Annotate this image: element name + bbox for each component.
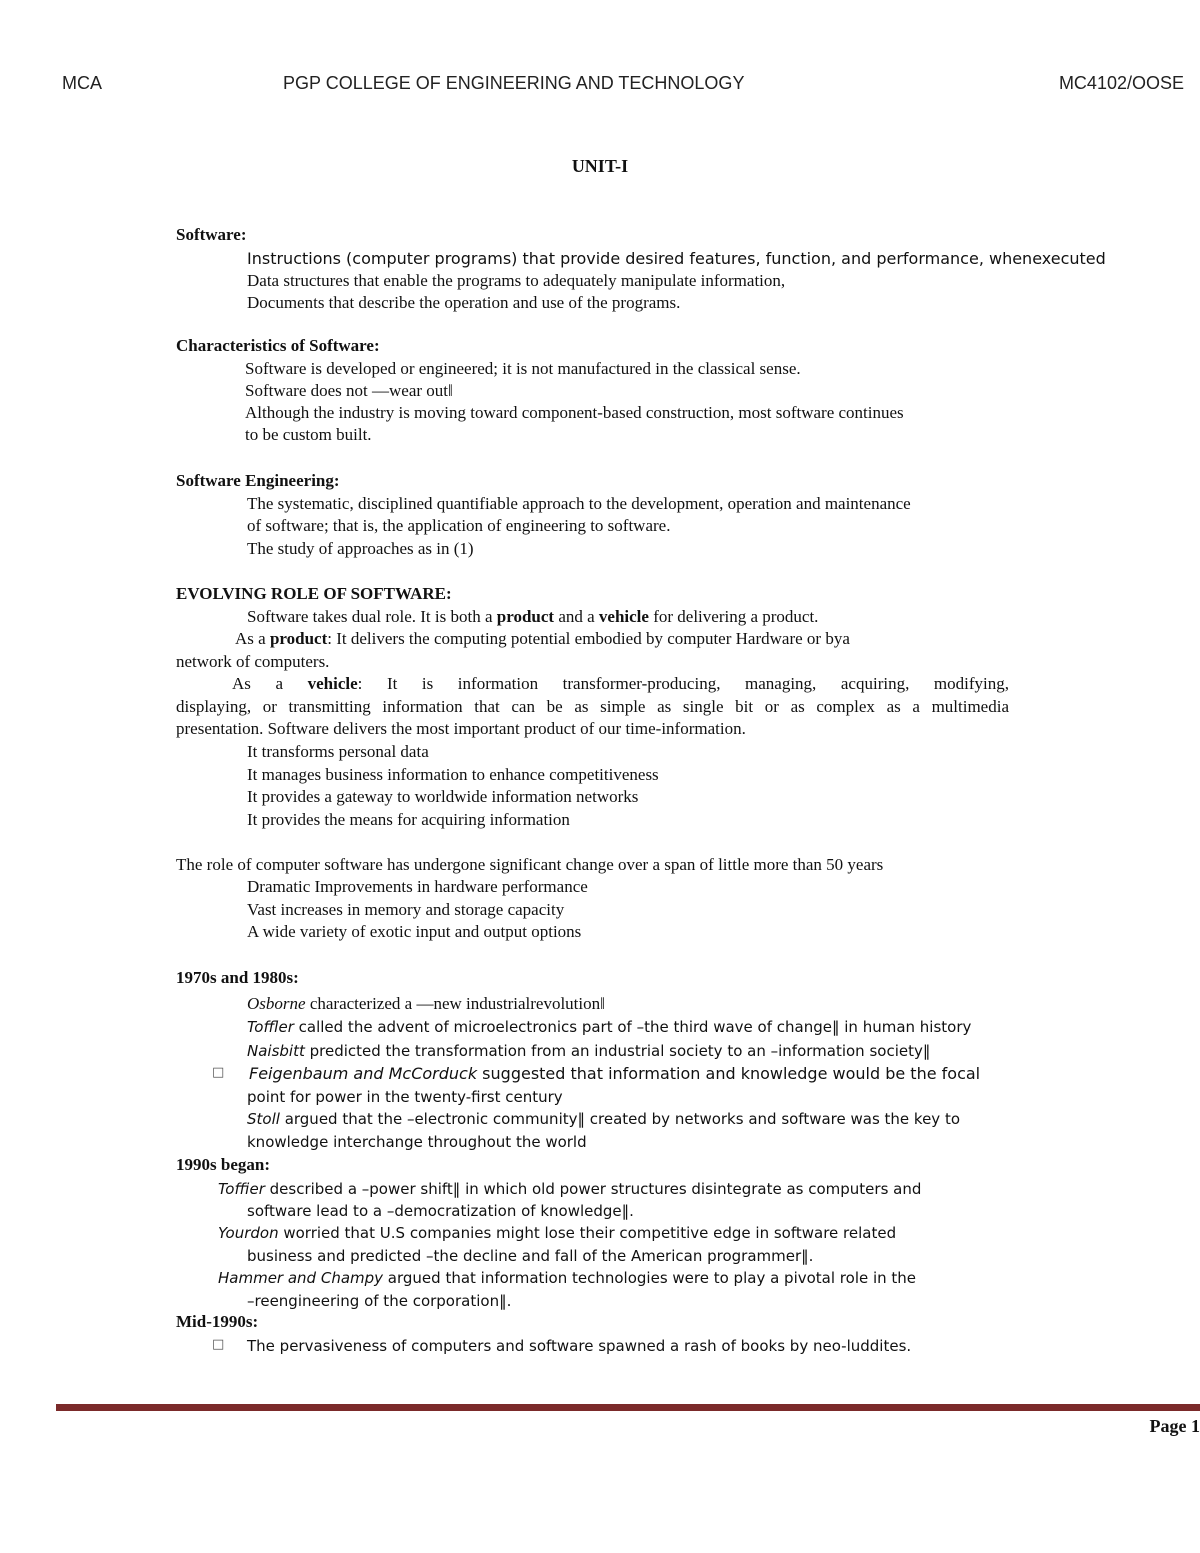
person-name: Toffler (247, 1018, 294, 1036)
dual-product: product (496, 607, 555, 626)
bullet-icon: □ (212, 1065, 225, 1080)
product-line (235, 629, 850, 649)
software-heading: Software: (176, 225, 247, 244)
engineering-item: The study of approaches as in (1) (247, 539, 474, 558)
engineering-heading: Software Engineering: (176, 471, 340, 490)
unit-title: UNIT-I (571, 156, 629, 176)
engineering-item: of software; that is, the application of engineering to software. (247, 516, 671, 535)
mid-nineties-heading: Mid-1990s: (176, 1312, 259, 1331)
vehicle-cont: presentation. Software delivers the most important product of our time-information. (176, 719, 746, 738)
hammer-cont: –reengineering of the corporation‖. (247, 1292, 512, 1310)
yourdon-line (218, 1223, 896, 1243)
dual-post: for delivering a product. (648, 607, 819, 626)
statement: predicted the transformation from an industrial society to an –information society‖ (304, 1042, 931, 1060)
bullet-icon: □ (212, 1337, 225, 1352)
naisbitt-line (247, 1041, 930, 1061)
characteristics-item: Although the industry is moving toward component-based construction, most software continues (245, 403, 904, 422)
software-item: Instructions (computer programs) that provide desired features, function, and performance, whenexecuted (247, 249, 1106, 268)
nineties-heading: 1990s began: (176, 1155, 270, 1174)
feigenbaum-line (249, 1064, 980, 1084)
characteristics-item: Software does not —wear out‖ (245, 381, 453, 400)
engineering-item: The systematic, disciplined quantifiable approach to the development, operation and maintenance (247, 494, 911, 513)
dual-mid: and a (554, 607, 599, 626)
mid-nineties-item: The pervasiveness of computers and software spawned a rash of books by neo-luddites. (247, 1337, 912, 1355)
characteristics-heading: Characteristics of Software: (176, 336, 380, 355)
stoll-cont: knowledge interchange throughout the world (247, 1133, 587, 1151)
characteristics-item: Software is developed or engineered; it is not manufactured in the classical sense. (245, 359, 801, 378)
hammer-line (218, 1268, 916, 1288)
toffler-line (247, 1017, 971, 1037)
statement: characterized a —new industrialrevolution‖ (305, 994, 605, 1013)
seventies-heading: 1970s and 1980s: (176, 968, 299, 987)
person-name: Stoll (247, 1110, 280, 1128)
statement: described a –power shift‖ in which old power structures disintegrate as computers and (264, 1180, 922, 1198)
vehicle-cont: displaying, or transmitting information that can be as simple as single bit or as complex as a multimedia (176, 697, 1009, 716)
change-item: Vast increases in memory and storage capacity (247, 900, 565, 919)
product-cont: network of computers. (176, 652, 330, 671)
vehicle-line (232, 674, 1009, 694)
header-course: MCA (62, 73, 102, 93)
change-intro: The role of computer software has undergone significant change over a span of little more than 50 years (176, 855, 884, 874)
person-name: Feigenbaum and McCorduck (249, 1064, 478, 1083)
software-item: Documents that describe the operation and use of the programs. (247, 293, 681, 312)
change-item: A wide variety of exotic input and output options (247, 922, 582, 941)
person-name: Hammer and Champy (218, 1269, 384, 1287)
osborne-line (247, 994, 605, 1014)
as-a: As a (235, 629, 270, 648)
toffier-line (218, 1179, 921, 1199)
person-name: Osborne (247, 994, 306, 1013)
product-label: product (269, 629, 328, 648)
statement: argued that information technologies were to play a pivotal role in the (383, 1269, 917, 1287)
product-rest: : It delivers the computing potential embodied by computer Hardware or bya (327, 629, 850, 648)
role-item: It provides the means for acquiring information (247, 810, 570, 829)
dual-pre: Software takes dual role. It is both a (247, 607, 497, 626)
statement: suggested that information and knowledge would be the focal (477, 1064, 981, 1083)
page-number: Page 1 (1149, 1416, 1200, 1436)
evolving-heading: EVOLVING ROLE OF SOFTWARE: (176, 584, 452, 603)
as-a: As a (232, 674, 308, 693)
yourdon-cont: business and predicted –the decline and fall of the American programmer‖. (247, 1247, 814, 1265)
role-item: It transforms personal data (247, 742, 429, 761)
software-item: Data structures that enable the programs to adequately manipulate information, (247, 271, 786, 290)
person-name: Yourdon (218, 1224, 279, 1242)
footer-rule (56, 1404, 1200, 1411)
characteristics-item: to be custom built. (245, 425, 372, 444)
vehicle-label: vehicle (307, 674, 358, 693)
person-name: Toffier (218, 1180, 265, 1198)
change-item: Dramatic Improvements in hardware performance (247, 877, 588, 896)
stoll-line (247, 1109, 960, 1129)
statement: argued that the –electronic community‖ created by networks and software was the key to (279, 1110, 961, 1128)
role-item: It provides a gateway to worldwide information networks (247, 787, 639, 806)
header-college: PGP COLLEGE OF ENGINEERING AND TECHNOLOGY (283, 73, 745, 93)
header-subject-code: MC4102/OOSE (1058, 73, 1184, 93)
feigenbaum-cont: point for power in the twenty-first century (247, 1088, 563, 1106)
role-item: It manages business information to enhance competitiveness (247, 765, 659, 784)
statement: worried that U.S companies might lose their competitive edge in software related (278, 1224, 897, 1242)
toffier-cont: software lead to a –democratization of knowledge‖. (247, 1202, 634, 1220)
dual-vehicle: vehicle (598, 607, 649, 626)
dual-role-line (247, 607, 818, 627)
person-name: Naisbitt (247, 1042, 305, 1060)
vehicle-rest: : It is information transformer-producing, managing, acquiring, modifying, (357, 674, 1009, 693)
statement: called the advent of microelectronics part of –the third wave of change‖ in human history (293, 1018, 972, 1036)
